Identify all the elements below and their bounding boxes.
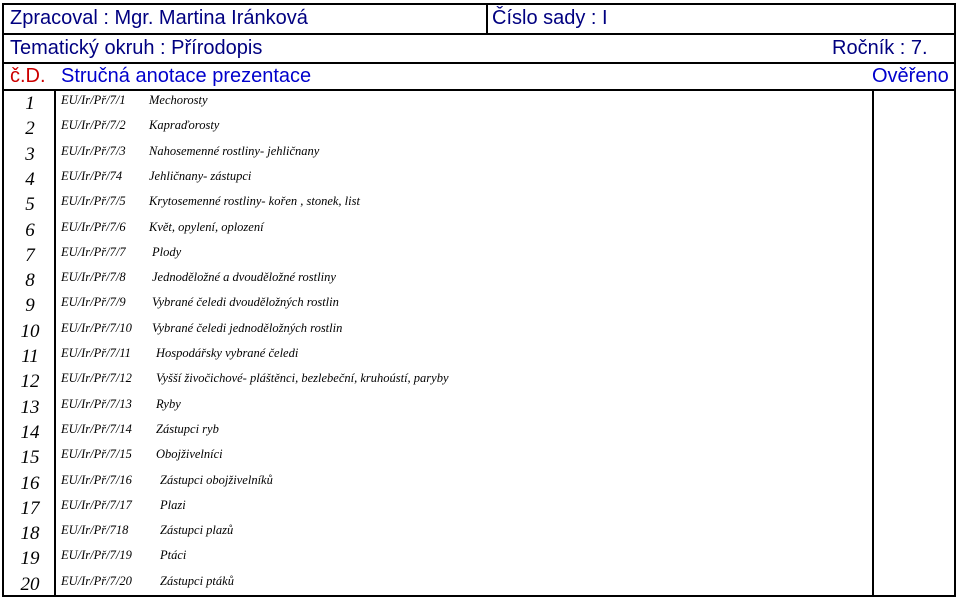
list-item bbox=[4, 293, 954, 318]
presentation-code: EU/Ir/Př/7/9 bbox=[61, 295, 126, 310]
column-header-verified: Ověřeno bbox=[872, 65, 949, 87]
presentation-title: Hospodářsky vybrané čeledi bbox=[156, 346, 299, 360]
list-item bbox=[4, 395, 954, 420]
presentation-title: Jehličnany- zástupci bbox=[149, 168, 252, 183]
set-number-label: Číslo sady : I bbox=[492, 7, 608, 29]
presentation-title: Ptáci bbox=[160, 548, 187, 563]
column-header-number: č.D. bbox=[10, 65, 46, 87]
presentation-title: Mechorosty bbox=[149, 93, 208, 107]
header-row-topic bbox=[4, 35, 954, 64]
row-number: 16 bbox=[20, 472, 40, 494]
presentation-title: Jednoděložné a dvouděložné rostliny bbox=[152, 270, 336, 285]
list-item bbox=[4, 116, 954, 141]
list-item bbox=[4, 192, 954, 217]
list-item bbox=[4, 319, 954, 344]
list-item bbox=[4, 243, 954, 268]
presentation-code: EU/Ir/Př/7/13 bbox=[61, 396, 132, 411]
presentation-title: Plody bbox=[152, 244, 182, 259]
row-number: 4 bbox=[25, 168, 35, 190]
list-item bbox=[4, 268, 954, 293]
presentation-code: EU/Ir/Př/7/11 bbox=[61, 346, 131, 360]
topic-label: Tematický okruh : Přírodopis bbox=[10, 37, 263, 59]
presentation-list bbox=[4, 91, 954, 595]
presentation-code: EU/Ir/Př/7/15 bbox=[61, 447, 132, 462]
presentation-title: Vybrané čeledi dvouděložných rostlin bbox=[152, 295, 339, 310]
author-label: Zpracoval : Mgr. Martina Iránková bbox=[10, 7, 308, 29]
list-item bbox=[4, 91, 954, 116]
list-item bbox=[4, 420, 954, 445]
row-number: 15 bbox=[20, 447, 40, 469]
presentation-title: Zástupci plazů bbox=[160, 523, 234, 538]
column-header-row bbox=[4, 64, 954, 91]
presentation-title: Květ, opylení, oplození bbox=[149, 219, 264, 234]
row-number: 6 bbox=[25, 219, 35, 241]
row-number: 2 bbox=[25, 118, 35, 140]
list-item bbox=[4, 546, 954, 571]
row-number: 13 bbox=[20, 396, 40, 418]
presentation-title: Kapraďorosty bbox=[149, 118, 220, 133]
presentation-title: Ryby bbox=[156, 396, 181, 411]
row-number: 10 bbox=[20, 320, 40, 342]
list-item bbox=[4, 521, 954, 546]
presentation-code: EU/Ir/Př/74 bbox=[61, 168, 123, 183]
row-number: 7 bbox=[25, 244, 35, 266]
row-number: 19 bbox=[20, 548, 40, 570]
row-number: 12 bbox=[20, 371, 40, 393]
presentation-title: Plazi bbox=[160, 497, 186, 512]
presentation-code: EU/Ir/Př/7/19 bbox=[61, 548, 132, 563]
presentation-code: EU/Ir/Př/7/10 bbox=[61, 320, 132, 335]
header-row-author bbox=[4, 5, 954, 35]
row-number: 11 bbox=[21, 346, 39, 367]
list-item bbox=[4, 445, 954, 470]
presentation-title: Obojživelníci bbox=[156, 447, 223, 462]
annotation-sheet bbox=[2, 3, 956, 597]
row-number: 20 bbox=[20, 573, 40, 595]
presentation-title: Vyšší živočichové- pláštěnci, bezlebeční, kruhoústí, paryby bbox=[156, 371, 449, 386]
presentation-code: EU/Ir/Př/7/2 bbox=[61, 118, 126, 133]
presentation-title: Zástupci obojživelníků bbox=[160, 472, 273, 487]
presentation-title: Krytosemenné rostliny- kořen , stonek, list bbox=[149, 194, 360, 209]
presentation-code: EU/Ir/Př/7/12 bbox=[61, 371, 132, 386]
row-number: 18 bbox=[20, 523, 40, 545]
presentation-code: EU/Ir/Př/7/20 bbox=[61, 573, 132, 588]
list-item bbox=[4, 142, 954, 167]
presentation-code: EU/Ir/Př/7/5 bbox=[61, 194, 126, 209]
list-item bbox=[4, 369, 954, 394]
presentation-title: Zástupci ptáků bbox=[160, 573, 234, 588]
grade-label: Ročník : 7. bbox=[832, 37, 928, 59]
list-item bbox=[4, 218, 954, 243]
presentation-code: EU/Ir/Př/718 bbox=[61, 523, 129, 538]
presentation-title: Zástupci ryb bbox=[156, 421, 219, 436]
column-header-annotation: Stručná anotace prezentace bbox=[61, 65, 312, 87]
row-number: 8 bbox=[25, 270, 35, 292]
presentation-code: EU/Ir/Př/7/3 bbox=[61, 143, 126, 158]
header-divider bbox=[486, 5, 488, 35]
presentation-code: EU/Ir/Př/7/7 bbox=[61, 244, 126, 259]
presentation-code: EU/Ir/Př/7/17 bbox=[61, 497, 132, 512]
presentation-code: EU/Ir/Př/7/1 bbox=[61, 93, 126, 107]
row-number: 17 bbox=[20, 497, 40, 519]
row-number: 5 bbox=[25, 194, 35, 216]
row-number: 1 bbox=[25, 93, 35, 114]
presentation-code: EU/Ir/Př/7/6 bbox=[61, 219, 126, 234]
presentation-title: Nahosemenné rostliny- jehličnany bbox=[149, 143, 320, 158]
presentation-code: EU/Ir/Př/7/8 bbox=[61, 270, 126, 285]
list-item bbox=[4, 344, 954, 369]
row-number: 14 bbox=[20, 421, 40, 443]
list-item bbox=[4, 496, 954, 521]
presentation-code: EU/Ir/Př/7/14 bbox=[61, 421, 132, 436]
list-item bbox=[4, 167, 954, 192]
list-item bbox=[4, 471, 954, 496]
presentation-code: EU/Ir/Př/7/16 bbox=[61, 472, 132, 487]
list-item bbox=[4, 572, 954, 597]
row-number: 9 bbox=[25, 295, 35, 317]
row-number: 3 bbox=[25, 143, 35, 165]
presentation-title: Vybrané čeledi jednoděložných rostlin bbox=[152, 320, 343, 335]
